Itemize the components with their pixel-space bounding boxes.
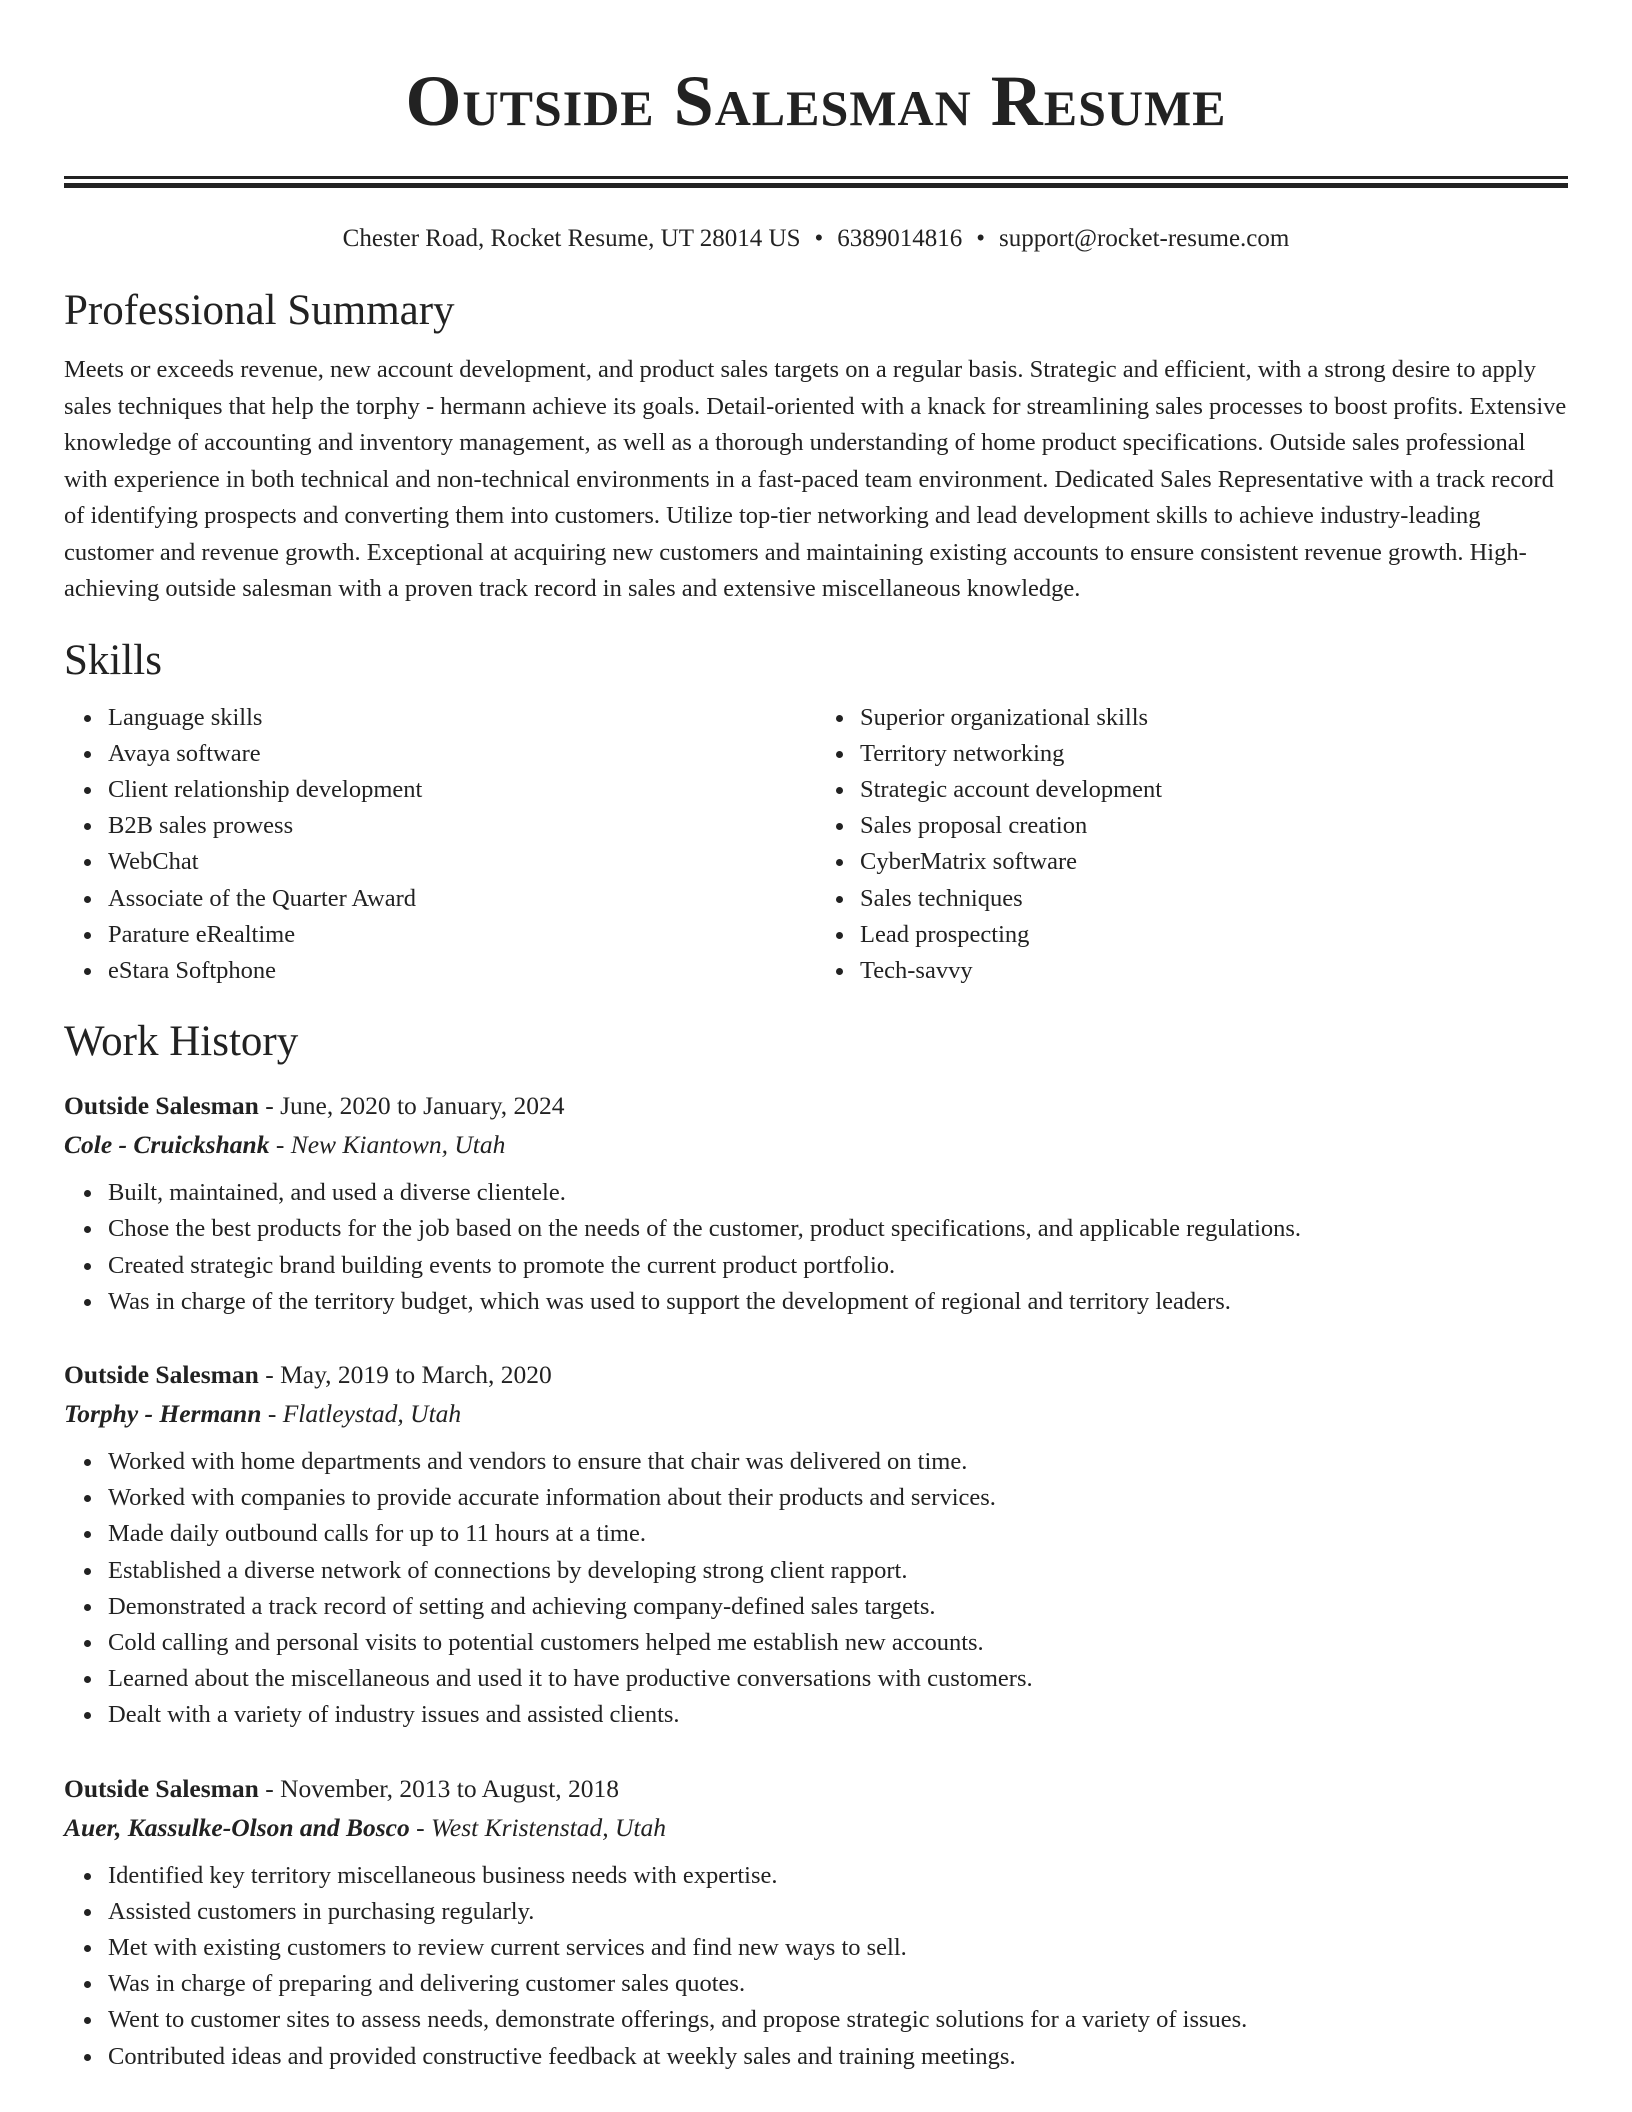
job-dash: - <box>261 1398 283 1428</box>
contact-address: Chester Road, Rocket Resume, UT 28014 US <box>342 225 801 252</box>
summary-heading: Professional Summary <box>64 287 455 334</box>
job-dash: - <box>258 1773 281 1803</box>
skill-item: Language skills <box>108 700 816 736</box>
skill-item: Parature eRealtime <box>108 917 816 953</box>
job-duty: Identified key territory miscellaneous business needs with expertise. <box>108 1858 1568 1894</box>
job-company: Auer, Kassulke-Olson and Bosco <box>64 1812 410 1842</box>
contact-separator: • <box>976 225 986 252</box>
skills-list <box>64 700 1568 990</box>
skill-item: eStara Softphone <box>108 953 816 989</box>
job-dash: - <box>269 1130 291 1160</box>
skill-item: Strategic account development <box>860 772 1568 808</box>
contact-separator: • <box>814 225 824 252</box>
job-duties <box>64 1858 1568 2075</box>
job-duty: Dealt with a variety of industry issues and assisted clients. <box>108 1697 1568 1733</box>
job-duties <box>64 1444 1568 1734</box>
title-divider-top <box>64 176 1568 179</box>
skills-column-left <box>64 700 816 990</box>
skills-heading: Skills <box>64 636 162 684</box>
skill-item: Associate of the Quarter Award <box>108 881 816 917</box>
job-company-line <box>64 1125 1568 1165</box>
skill-item: CyberMatrix software <box>860 844 1568 880</box>
job-duty: Demonstrated a track record of setting and achieving company-defined sales targets. <box>108 1589 1568 1625</box>
job-duty: Was in charge of the territory budget, which was used to support the development of regional and territory leaders. <box>108 1284 1568 1320</box>
job-company: Cole - Cruickshank <box>64 1130 270 1160</box>
skill-item: Territory networking <box>860 736 1568 772</box>
job-dash: - <box>258 1359 281 1389</box>
skill-item: Superior organizational skills <box>860 700 1568 736</box>
job-dates: June, 2020 to January, 2024 <box>280 1091 565 1121</box>
skill-item: Avaya software <box>108 736 816 772</box>
job-company-line <box>64 1394 1568 1434</box>
job-duty: Created strategic brand building events to promote the current product portfolio. <box>108 1248 1568 1284</box>
skill-item: Client relationship development <box>108 772 816 808</box>
job-duty: Built, maintained, and used a diverse clientele. <box>108 1175 1568 1211</box>
skill-item: WebChat <box>108 844 816 880</box>
job-duty: Assisted customers in purchasing regularly. <box>108 1894 1568 1930</box>
job-dates: May, 2019 to March, 2020 <box>280 1359 552 1389</box>
job-company-line <box>64 1808 1568 1848</box>
page-title: Outside Salesman Resume <box>405 61 1227 141</box>
job-duty: Worked with home departments and vendors to ensure that chair was delivered on time. <box>108 1444 1568 1480</box>
job-entry <box>64 1356 1568 1734</box>
job-duty: Worked with companies to provide accurate information about their products and services. <box>108 1480 1568 1516</box>
job-location: New Kiantown, Utah <box>290 1130 506 1160</box>
job-duty: Met with existing customers to review current services and find new ways to sell. <box>108 1930 1568 1966</box>
summary-text: Meets or exceeds revenue, new account development, and product sales targets on a regular basis. Strategic and efficient, with a strong desire to apply sales techniques that help the torphy - hermann achieve its goals. Detail-oriented with a knack for streamlining sales processes to boost profits. Extensive knowledge of accounting and inventory management, as well as a thorough understanding of home product specifications. Outside sales professional with experience in both technical and non-technical environments in a fast-paced team environment. Dedicated Sales Representative with a track record of identifying prospects and converting them into customers. Utilize top-tier networking and lead development skills to achieve industry-leading customer and revenue growth. Exceptional at acquiring new customers and maintaining existing accounts to ensure consistent revenue growth. High-achieving outside salesman with a proven track record in sales and extensive miscellaneous knowledge. <box>64 356 1567 602</box>
job-title: Outside Salesman <box>64 1091 259 1121</box>
job-dash: - <box>258 1091 281 1121</box>
job-title-line <box>64 1356 1568 1394</box>
job-title-line <box>64 1087 1568 1125</box>
work-history-heading: Work History <box>64 1018 299 1066</box>
job-company: Torphy - Hermann <box>64 1398 262 1428</box>
job-entry <box>64 1770 1568 2075</box>
job-title-line <box>64 1770 1568 1808</box>
job-duty: Was in charge of preparing and delivering customer sales quotes. <box>108 1966 1568 2002</box>
skill-item: Sales proposal creation <box>860 808 1568 844</box>
skill-item: Sales techniques <box>860 881 1568 917</box>
contact-line <box>64 222 1568 256</box>
job-duty: Established a diverse network of connections by developing strong client rapport. <box>108 1553 1568 1589</box>
job-location: West Kristenstad, Utah <box>431 1812 666 1842</box>
job-dates: November, 2013 to August, 2018 <box>280 1773 620 1803</box>
job-title: Outside Salesman <box>64 1359 259 1389</box>
job-location: Flatleystad, Utah <box>282 1398 462 1428</box>
job-duty: Cold calling and personal visits to potential customers helped me establish new accounts. <box>108 1625 1568 1661</box>
job-duty: Contributed ideas and provided constructive feedback at weekly sales and training meetings. <box>108 2039 1568 2075</box>
skill-item: Lead prospecting <box>860 917 1568 953</box>
job-duty: Went to customer sites to assess needs, demonstrate offerings, and propose strategic solutions for a variety of issues. <box>108 2002 1568 2038</box>
job-duty: Chose the best products for the job based on the needs of the customer, product specifications, and applicable regulations. <box>108 1211 1568 1247</box>
job-duties <box>64 1175 1568 1320</box>
job-duty: Made daily outbound calls for up to 11 hours at a time. <box>108 1516 1568 1552</box>
job-title: Outside Salesman <box>64 1773 259 1803</box>
title-divider-bottom <box>64 183 1568 188</box>
job-dash: - <box>409 1812 431 1842</box>
skills-column-right <box>816 700 1568 990</box>
contact-phone: 6389014816 <box>837 225 963 252</box>
skill-item: Tech-savvy <box>860 953 1568 989</box>
job-entry <box>64 1087 1568 1320</box>
contact-email: support@rocket-resume.com <box>999 225 1290 252</box>
skill-item: B2B sales prowess <box>108 808 816 844</box>
job-duty: Learned about the miscellaneous and used it to have productive conversations with customers. <box>108 1661 1568 1697</box>
